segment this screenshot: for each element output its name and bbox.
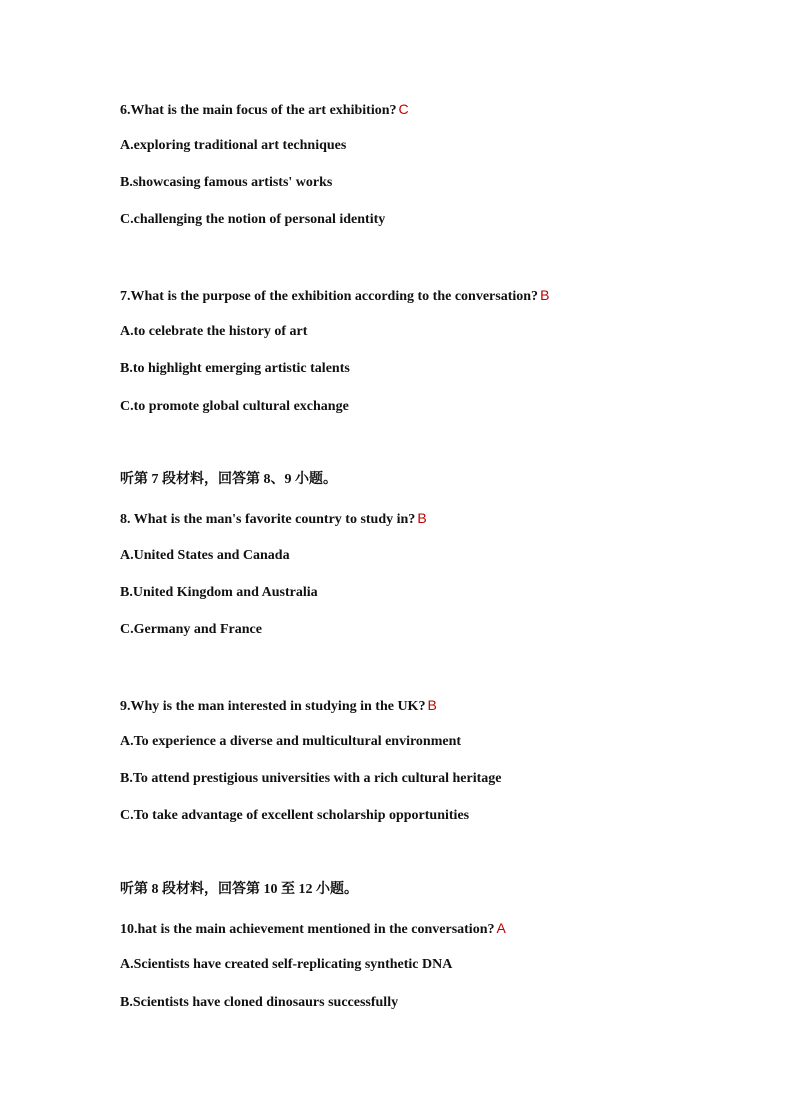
question-6-option-a: A.exploring traditional art techniques bbox=[120, 138, 347, 153]
question-9-text: 9.Why is the man interested in studying in the UK? bbox=[120, 699, 426, 714]
question-7-option-c: C.to promote global cultural exchange bbox=[120, 399, 349, 414]
question-8 bbox=[120, 509, 427, 529]
question-10-option-b: B.Scientists have cloned dinosaurs successfully bbox=[120, 995, 399, 1010]
question-8-option-b: B.United Kingdom and Australia bbox=[120, 585, 318, 600]
question-8-option-c: C.Germany and France bbox=[120, 622, 262, 637]
question-10-text: 10.hat is the main achievement mentioned in the conversation? bbox=[120, 922, 495, 937]
question-7-text: 7.What is the purpose of the exhibition according to the conversation? bbox=[120, 289, 539, 304]
question-7-option-b: B.to highlight emerging artistic talents bbox=[120, 361, 350, 376]
question-6-text: 6.What is the main focus of the art exhibition? bbox=[120, 103, 397, 118]
question-7-option-a: A.to celebrate the history of art bbox=[120, 324, 308, 339]
question-6-answer: C bbox=[398, 101, 409, 117]
question-6-option-c: C.challenging the notion of personal identity bbox=[120, 212, 386, 227]
question-9 bbox=[120, 696, 437, 716]
section-heading-passage-8: 听第 8 段材料，回答第 10 至 12 小题。 bbox=[120, 882, 358, 897]
question-9-option-a: A.To experience a diverse and multicultural environment bbox=[120, 734, 462, 749]
section-heading-passage-7: 听第 7 段材料，回答第 8、9 小题。 bbox=[120, 472, 337, 487]
question-7-answer: B bbox=[540, 287, 550, 303]
question-6-option-b: B.showcasing famous artists' works bbox=[120, 175, 333, 190]
question-9-answer: B bbox=[427, 697, 437, 713]
question-10-option-a: A.Scientists have created self-replicating synthetic DNA bbox=[120, 957, 453, 972]
question-8-text: 8. What is the man's favorite country to study in? bbox=[120, 512, 416, 527]
question-10-answer: A bbox=[496, 920, 506, 936]
question-8-answer: B bbox=[417, 510, 427, 526]
question-9-option-c: C.To take advantage of excellent scholarship opportunities bbox=[120, 808, 470, 823]
question-7 bbox=[120, 286, 549, 306]
question-9-option-b: B.To attend prestigious universities with a rich cultural heritage bbox=[120, 771, 502, 786]
question-10 bbox=[120, 919, 506, 939]
question-6 bbox=[120, 100, 409, 120]
question-8-option-a: A.United States and Canada bbox=[120, 548, 290, 563]
